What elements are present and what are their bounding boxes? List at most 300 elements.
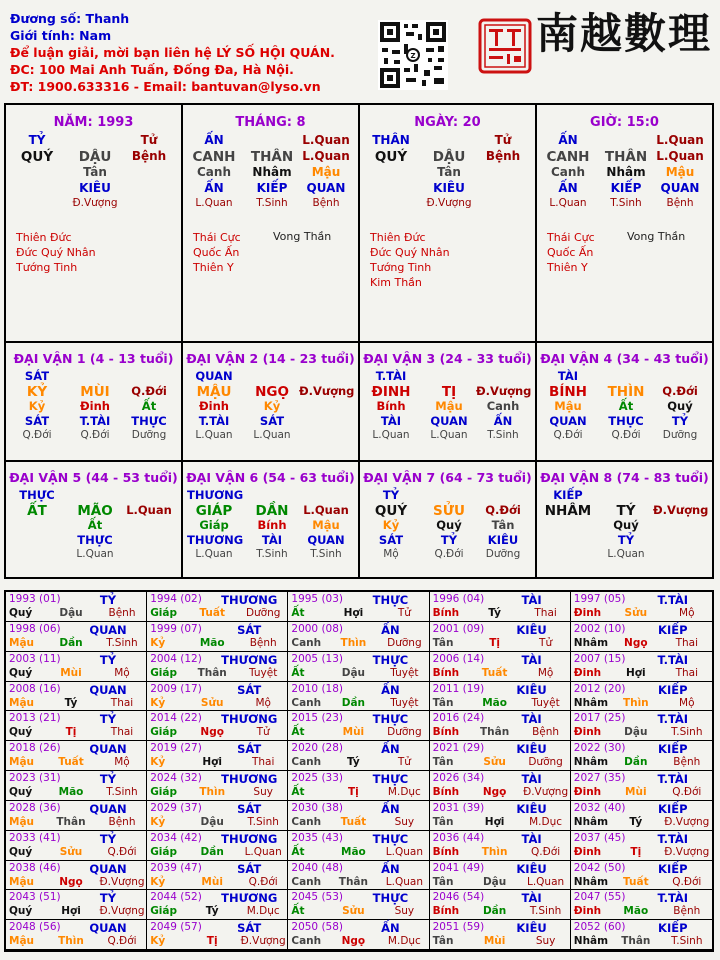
year-stem: Đinh (573, 726, 602, 739)
dai-van-hidden-stem-2: Quý (436, 518, 462, 532)
year-life-stage: L.Quan (385, 875, 423, 888)
year-branch: Tý (488, 607, 501, 619)
svg-text:Z: Z (410, 52, 416, 60)
dai-van-stem-branch-1: QUÝ (374, 503, 408, 519)
pillar-god-row (360, 133, 535, 149)
pillar-title: THÁNG: 8 (235, 115, 306, 130)
contact-note: Để luận giải, mời bạn liên hệ LÝ SỐ HỘI QUÁN. (10, 45, 335, 60)
year-label: 2039 (47) (150, 861, 202, 874)
dai-van-life-stage-3: Dưỡng (131, 429, 167, 441)
year-god: ẤN (381, 801, 400, 816)
dai-van-stem-branch-2: NGỌ (255, 384, 289, 400)
year-branch: Mão (341, 845, 366, 858)
year-cell (147, 920, 288, 950)
dai-van-life-stage-row (537, 429, 712, 444)
dai-van-stem-branch-row (360, 384, 535, 399)
dai-van-hidden-god-1: THƯƠNG (187, 533, 244, 547)
year-stem: Giáp (150, 607, 178, 619)
pillar-god-row (537, 133, 712, 149)
pillar-stem-branch-row (360, 149, 535, 165)
owner-gender: Giới tính: Nam (10, 28, 112, 43)
year-branch: Hợi (61, 905, 81, 918)
dai-van-hidden-stem-row (360, 399, 535, 414)
year-cell (6, 771, 147, 801)
year-branch: Mùi (342, 726, 365, 739)
pillar-stars-extra (627, 230, 685, 243)
year-stem: Ất (291, 726, 305, 739)
year-stem: Tân (432, 815, 454, 828)
dai-van-title: ĐẠI VẬN 2 (14 - 23 tuổi) (186, 351, 355, 366)
pillar-4 (537, 105, 712, 341)
pillar-stem-branch-1: QUÝ (374, 149, 408, 165)
dai-van-hidden-god-2: T.TÀI (79, 414, 111, 428)
pillar-stem-branch-row (537, 149, 712, 165)
dai-van-hidden-stem-3: Canh (486, 399, 520, 413)
dai-van-hidden-god-1: TÀI (380, 414, 402, 428)
dai-van-8 (537, 462, 712, 579)
year-cell (288, 920, 429, 950)
dai-van-hidden-god-2: SÁT (259, 414, 285, 428)
dai-van-hidden-god-row (6, 533, 181, 548)
dai-van-3 (360, 343, 537, 460)
year-god: KIÊU (516, 682, 547, 697)
year-label: 2052 (60) (573, 921, 626, 934)
dai-van-stem-branch-3: Đ.Vượng (653, 503, 709, 517)
year-branch: Thìn (481, 845, 508, 858)
year-god: SÁT (237, 622, 262, 637)
year-cell (288, 741, 429, 771)
dai-van-life-stage-3: Dưỡng (662, 429, 698, 441)
year-label: 2001 (09) (432, 622, 485, 635)
dai-van-stem-branch-row (537, 384, 712, 399)
year-stem: Nhâm (573, 696, 609, 709)
year-god: ẤN (381, 682, 400, 697)
year-life-stage: Q.Đới (107, 845, 137, 858)
pillar-hidden-god-1: ẤN (558, 181, 578, 195)
year-label: 1998 (06) (9, 622, 61, 635)
pillar-hidden-god-row (360, 181, 535, 197)
dai-van-god-1: KIẾP (553, 488, 583, 502)
year-branch: Mão (482, 696, 507, 709)
year-stem: Tân (432, 636, 454, 649)
dai-van-stem-branch-1: KỶ (26, 384, 48, 400)
year-branch: Thìn (58, 935, 84, 948)
dai-van-hidden-god-2: THỰC (608, 414, 644, 428)
dai-van-stem-branch-1: GIÁP (195, 503, 233, 519)
year-stem: Ất (291, 905, 305, 918)
year-stem: Giáp (150, 845, 178, 858)
year-god: THƯƠNG (221, 891, 278, 906)
star-item: Tướng Tinh (16, 261, 78, 274)
year-god: TỶ (99, 712, 117, 727)
dai-van-god-1: T.TÀI (375, 369, 407, 383)
owner-info (10, 10, 370, 95)
year-life-stage: Tuyệt (390, 696, 419, 709)
year-branch: Thìn (340, 636, 367, 649)
red-seal-logo (478, 18, 532, 74)
dai-van-stem-branch-3: Đ.Vượng (299, 384, 355, 398)
year-branch: Tý (205, 905, 219, 918)
dai-van-hidden-stem-2: Kỷ (263, 399, 281, 413)
year-life-stage: Đ.Vượng (99, 875, 145, 888)
pillar-hidden-stem-2: Tân (83, 165, 107, 179)
year-label: 2048 (56) (9, 921, 61, 934)
year-cell (6, 801, 147, 831)
year-god: T.TÀI (657, 652, 689, 667)
dai-van-hidden-god-2: THỰC (77, 533, 113, 547)
year-branch: Tuất (623, 875, 649, 888)
year-god: KIÊU (516, 921, 547, 936)
year-cell (6, 592, 147, 622)
dai-van-hidden-stem-3: Mậu (312, 518, 340, 532)
year-label: 2029 (37) (150, 801, 202, 814)
year-god: KIẾP (658, 622, 688, 637)
year-god: THƯƠNG (221, 831, 278, 846)
year-cell (6, 652, 147, 682)
year-life-stage: Dưỡng (245, 607, 281, 619)
year-label: 2012 (20) (573, 682, 626, 695)
dai-van-life-stage-2: L.Quan (430, 429, 468, 441)
year-stem: Kỷ (150, 815, 166, 828)
year-life-stage: T.Sinh (671, 935, 703, 948)
dai-van-stem-branch-1: NHÂM (544, 503, 592, 519)
pillar-god-3: Tử (494, 133, 512, 147)
year-god: KIẾP (658, 682, 688, 697)
pillar-hidden-stem-row (360, 165, 535, 181)
year-life-stage: Thai (675, 636, 698, 649)
dai-van-hidden-stem-2: Mậu (435, 399, 463, 413)
year-stem: Tân (432, 756, 454, 769)
pillar-god-3: Tử (140, 133, 158, 147)
year-cell (430, 652, 571, 682)
year-cell (6, 920, 147, 950)
dai-van-hidden-god-3: QUAN (307, 533, 345, 547)
year-god: TÀI (521, 712, 542, 727)
owner-name: Đương số: Thanh (10, 11, 130, 26)
pillar-stars (16, 230, 96, 275)
year-stem: Mậu (9, 696, 35, 709)
pillar-stem-branch-row (183, 149, 358, 165)
dai-van-stem-branch-row (183, 384, 358, 399)
dai-van-stem-branch-2: DẦN (255, 503, 289, 519)
year-branch: Hợi (484, 815, 505, 828)
year-label: 2000 (08) (291, 622, 344, 635)
year-stem: Canh (291, 875, 322, 888)
pillar-hidden-stem-row (537, 165, 712, 181)
year-cell (288, 861, 429, 891)
dai-van-hidden-stem-row (6, 399, 181, 414)
year-label: 2033 (41) (9, 831, 61, 844)
year-stem: Đinh (573, 666, 602, 679)
pillar-hidden-stem-row (183, 165, 358, 181)
year-label: 2050 (58) (291, 921, 344, 934)
pillar-god-1: ẤN (204, 133, 224, 147)
year-label: 2044 (52) (150, 891, 202, 904)
year-stem: Tân (432, 935, 454, 948)
year-life-stage: Suy (535, 935, 556, 948)
year-branch: Dần (624, 756, 648, 769)
pillar-god-1: ẤN (558, 133, 578, 147)
year-branch: Thân (621, 935, 651, 948)
pillar-stem-branch-2: THÂN (250, 149, 294, 165)
year-life-stage: T.Sinh (247, 815, 279, 828)
year-god: T.TÀI (657, 772, 689, 786)
year-life-stage: Tử (397, 756, 411, 769)
year-god: THỰC (372, 831, 409, 846)
star-item: Quốc Ấn (547, 246, 594, 259)
dai-van-hidden-god-3: THỰC (131, 414, 167, 428)
pillar-god-1: THÂN (372, 133, 410, 147)
year-branch: Sửu (483, 756, 506, 769)
year-cell (147, 592, 288, 622)
year-cell (147, 861, 288, 891)
star-item: Đức Quý Nhân (16, 246, 96, 259)
year-stem: Mậu (9, 935, 35, 948)
year-life-stage: Mộ (114, 666, 130, 679)
dai-van-hidden-stem-row (183, 399, 358, 414)
dai-van-stem-branch-row (6, 503, 181, 518)
year-life-stage: Q.Đới (107, 935, 137, 948)
year-stem: Bính (432, 607, 460, 619)
year-cell (147, 682, 288, 712)
year-stem: Đinh (573, 786, 602, 798)
dai-van-life-stage-2: L.Quan (607, 548, 645, 560)
year-branch: Dần (341, 696, 366, 709)
dai-van-stem-branch-2: MÃO (77, 503, 113, 519)
dai-van-god-1: TỶ (382, 488, 400, 502)
pillar-title: NĂM: 1993 (53, 115, 134, 130)
year-label: 2004 (12) (150, 652, 202, 665)
year-stem: Quý (9, 666, 33, 679)
year-life-stage: Tử (397, 607, 411, 619)
dai-van-life-stage-3: Dưỡng (485, 548, 521, 560)
yearly-luck-table (4, 590, 714, 952)
year-cell (571, 861, 712, 891)
dai-van-stem-branch-row (360, 503, 535, 518)
year-life-stage: L.Quan (385, 845, 423, 858)
year-stem: Kỷ (150, 875, 166, 888)
dai-van-hidden-god-3: TỶ (671, 414, 689, 428)
year-god: ẤN (381, 742, 400, 757)
year-stem: Canh (291, 696, 322, 709)
year-branch: Mão (623, 905, 649, 918)
year-god: THƯƠNG (221, 652, 278, 667)
year-stem: Canh (291, 815, 322, 828)
pillar-stem-branch-1: CANH (546, 149, 590, 165)
year-stem: Quý (9, 726, 33, 739)
year-cell (571, 890, 712, 920)
year-cell (147, 652, 288, 682)
dai-van-stem-branch-3: Q.Đới (662, 384, 698, 398)
year-branch: Tị (206, 935, 218, 948)
pillar-hidden-god-2: KIẾP (610, 181, 642, 195)
year-life-stage: Bệnh (673, 756, 701, 769)
dai-van-god-row (6, 488, 181, 503)
year-stem: Nhâm (573, 636, 609, 649)
dai-van-god-1: THƯƠNG (187, 488, 244, 502)
dai-van-row (6, 343, 712, 462)
pillar-stem-branch-2: DẬU (78, 149, 112, 165)
year-branch: Dần (200, 845, 224, 858)
year-cell (147, 622, 288, 652)
year-branch: Sửu (59, 845, 83, 858)
dai-van-hidden-stem-row (6, 518, 181, 533)
year-branch: Tị (489, 636, 500, 649)
dai-van-life-stage-row (6, 548, 181, 563)
pillar-3 (360, 105, 537, 341)
year-god: ẤN (381, 861, 400, 876)
star-item: Vong Thần (627, 230, 686, 243)
year-god: QUAN (89, 622, 127, 637)
year-stem: Tân (432, 875, 454, 888)
year-branch: Sửu (624, 607, 648, 619)
year-cell (430, 622, 571, 652)
year-cell (6, 861, 147, 891)
dai-van-hidden-stem-row (183, 518, 358, 533)
dai-van-hidden-god-2: QUAN (430, 414, 468, 428)
year-stem: Đinh (573, 845, 602, 858)
year-branch: Tuất (340, 815, 367, 828)
pillar-hidden-stem-3: Mậu (311, 165, 341, 179)
year-life-stage: Đ.Vượng (99, 905, 145, 918)
year-cell (147, 890, 288, 920)
year-label: 2021 (29) (432, 742, 485, 755)
year-life-stage: Dưỡng (387, 636, 422, 649)
year-stem: Bính (432, 726, 460, 739)
dai-van-life-stage-1: L.Quan (195, 429, 233, 441)
year-life-stage: Thai (110, 726, 134, 739)
year-label: 2002 (10) (573, 622, 626, 635)
dai-van-life-stage-1: L.Quan (195, 548, 233, 560)
dai-van-life-stage-row (183, 429, 358, 444)
year-branch: Mùi (483, 935, 506, 948)
year-label: 2019 (27) (150, 742, 202, 755)
year-label: 2017 (25) (573, 712, 626, 725)
pillar-hidden-god-row (537, 181, 712, 197)
year-stem: Giáp (150, 905, 178, 918)
year-stem: Kỷ (150, 636, 166, 649)
year-label: 1993 (01) (9, 593, 61, 605)
dai-van-hidden-god-1: SÁT (24, 414, 50, 428)
dai-van-5 (6, 462, 183, 579)
pillar-stars-extra (273, 230, 331, 243)
dai-van-stem-branch-1: ĐINH (371, 384, 411, 400)
pillar-stem-branch-2: THÂN (604, 149, 648, 165)
year-cell (288, 890, 429, 920)
pillar-stem-branch-1: QUÝ (20, 149, 54, 165)
pillar-life-stage-2: T.Sinh (610, 197, 642, 209)
year-cell (430, 771, 571, 801)
year-life-stage: T.Sinh (106, 636, 138, 649)
dai-van-stem-branch-3: L.Quan (303, 503, 349, 517)
year-god: THỰC (372, 712, 409, 727)
year-god: QUAN (89, 801, 127, 816)
year-stem: Nhâm (573, 756, 609, 769)
year-branch: Tuất (199, 607, 225, 619)
year-life-stage: Đ.Vượng (664, 815, 710, 828)
year-label: 2011 (19) (432, 682, 485, 695)
year-stem: Mậu (9, 756, 35, 769)
year-life-stage: Mộ (679, 607, 695, 619)
dai-van-stem-branch-row (183, 503, 358, 518)
year-life-stage: Tuyệt (249, 666, 278, 679)
year-branch: Tị (65, 726, 77, 739)
year-branch: Tý (347, 756, 360, 769)
year-stem: Giáp (150, 666, 178, 679)
pillar-hidden-god-2: KIÊU (79, 181, 111, 195)
dai-van-life-stage-1: Mộ (383, 548, 399, 560)
star-item: Thiên Đức (370, 231, 426, 244)
dai-van-hidden-stem-row (360, 518, 535, 533)
star-item: Tướng Tinh (370, 261, 432, 274)
year-stem: Đinh (573, 905, 602, 918)
star-item: Thiên Y (193, 261, 234, 274)
dai-van-2 (183, 343, 360, 460)
year-life-stage: L.Quan (244, 845, 282, 858)
pillar-life-stage-row (360, 197, 535, 213)
year-god: KIÊU (516, 801, 547, 816)
year-label: 2032 (40) (573, 801, 626, 814)
year-branch: Thìn (622, 696, 649, 709)
year-cell (430, 711, 571, 741)
pillar-hidden-god-row (6, 181, 181, 197)
dai-van-7 (360, 462, 537, 579)
year-life-stage: Mộ (537, 666, 554, 679)
year-label: 2040 (48) (291, 861, 344, 874)
year-stem: Quý (9, 607, 33, 619)
pillar-stars (547, 230, 595, 275)
year-label: 1997 (05) (573, 593, 626, 605)
dai-van-stem-branch-3: L.Quan (126, 503, 172, 517)
dai-van-hidden-god-2: TỶ (617, 533, 635, 547)
year-label: 2037 (45) (573, 831, 626, 844)
year-stem: Ất (291, 666, 305, 679)
dai-van-life-stage-3: T.Sinh (487, 429, 519, 441)
year-label: 2046 (54) (432, 891, 485, 904)
pillar-stem-branch-1: CANH (192, 149, 236, 165)
year-branch: Tý (64, 696, 78, 709)
pillar-life-stage-3: Bệnh (666, 197, 694, 209)
pillar-stem-branch-3: L.Quan (302, 149, 350, 163)
pillar-hidden-stem-2: Nhâm (606, 165, 646, 179)
year-branch: Hợi (625, 666, 646, 679)
year-life-stage: Mộ (114, 756, 130, 769)
year-stem: Tân (432, 696, 454, 709)
year-label: 2030 (38) (291, 801, 344, 814)
year-branch: Hợi (202, 756, 222, 769)
dai-van-hidden-stem-1: Mậu (554, 399, 582, 413)
pillar-god-row (6, 133, 181, 149)
dai-van-title: ĐẠI VẬN 7 (64 - 73 tuổi) (363, 470, 532, 485)
star-item: Quốc Ấn (193, 246, 240, 259)
year-label: 2018 (26) (9, 742, 61, 755)
year-branch: Dậu (624, 726, 648, 739)
year-label: 2038 (46) (9, 861, 61, 874)
dai-van-hidden-stem-2: Quý (613, 518, 639, 532)
year-cell (288, 622, 429, 652)
year-branch: Mão (199, 636, 225, 649)
year-cell (430, 741, 571, 771)
year-cell (571, 592, 712, 622)
year-life-stage: M.Dục (246, 905, 280, 918)
year-branch: Tị (630, 845, 642, 858)
dai-van-hidden-stem-1: Giáp (199, 518, 229, 532)
year-branch: Ngọ (59, 875, 83, 888)
year-life-stage: Suy (394, 815, 415, 828)
pillar-life-stage-row (537, 197, 712, 213)
pillar-hidden-god-3: QUAN (306, 181, 346, 195)
year-cell (571, 711, 712, 741)
